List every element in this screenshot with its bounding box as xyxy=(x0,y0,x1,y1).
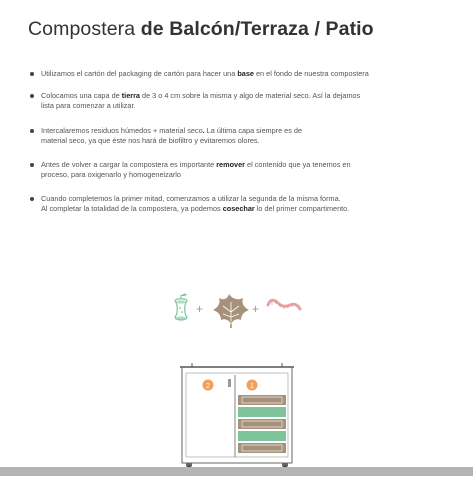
worm-icon xyxy=(268,300,300,309)
bullet-dot xyxy=(30,197,34,201)
list-item xyxy=(30,194,349,213)
plus-sign: + xyxy=(196,302,204,316)
list-item xyxy=(30,160,351,179)
plus-sign: + xyxy=(252,302,260,316)
title-light: Compostera xyxy=(28,18,141,40)
bullet-line: Intercalaremos residuos húmedos + material seco. La última capa siempre es de xyxy=(41,126,302,135)
bullet-line: material seco, ya que éste nos hará de biofiltro y evitaremos olores. xyxy=(41,135,260,145)
list-item xyxy=(30,69,369,79)
bullet-line: Colocamos una capa de tierra de 3 o 4 cm sobre la misma y algo de material seco. Así la dejamos xyxy=(41,91,361,100)
compost-layers xyxy=(238,395,286,453)
composting-illustration xyxy=(168,293,308,473)
page-title xyxy=(28,18,374,41)
bullet-dot xyxy=(30,94,34,98)
compartment-2-label: 2 xyxy=(206,383,210,390)
bullet-dot xyxy=(30,129,34,133)
floor-bar xyxy=(0,467,473,476)
apple-core-icon xyxy=(175,294,187,320)
bullet-line: Antes de volver a cargar la compostera es importante remover el contenido que ya tenemos en xyxy=(41,160,351,169)
bullet-line: lista para comenzar a utilizar. xyxy=(41,100,136,110)
title-bold: de Balcón/Terraza / Patio xyxy=(140,18,374,40)
bullet-line: Al completar la totalidad de la compostera, ya podemos cosechar lo del primer compartimento. xyxy=(41,203,350,213)
bullet-dot xyxy=(30,72,34,76)
list-item xyxy=(30,91,360,110)
dry-leaf-icon xyxy=(213,294,249,328)
bullet-line: Cuando completemos la primer mitad, comenzamos a utilizar la segunda de la misma forma. xyxy=(41,194,341,203)
bullet-dot xyxy=(30,163,34,167)
compost-bin xyxy=(180,363,294,473)
bullet-line: Utilizamos el cartón del packaging de cartón para hacer una base en el fondo de nuestra compostera xyxy=(41,69,369,78)
compartment-1-label: 1 xyxy=(250,383,254,390)
list-item xyxy=(30,126,302,145)
bullet-line: proceso, para oxigenarlo y homogeneizarlo xyxy=(41,169,181,179)
